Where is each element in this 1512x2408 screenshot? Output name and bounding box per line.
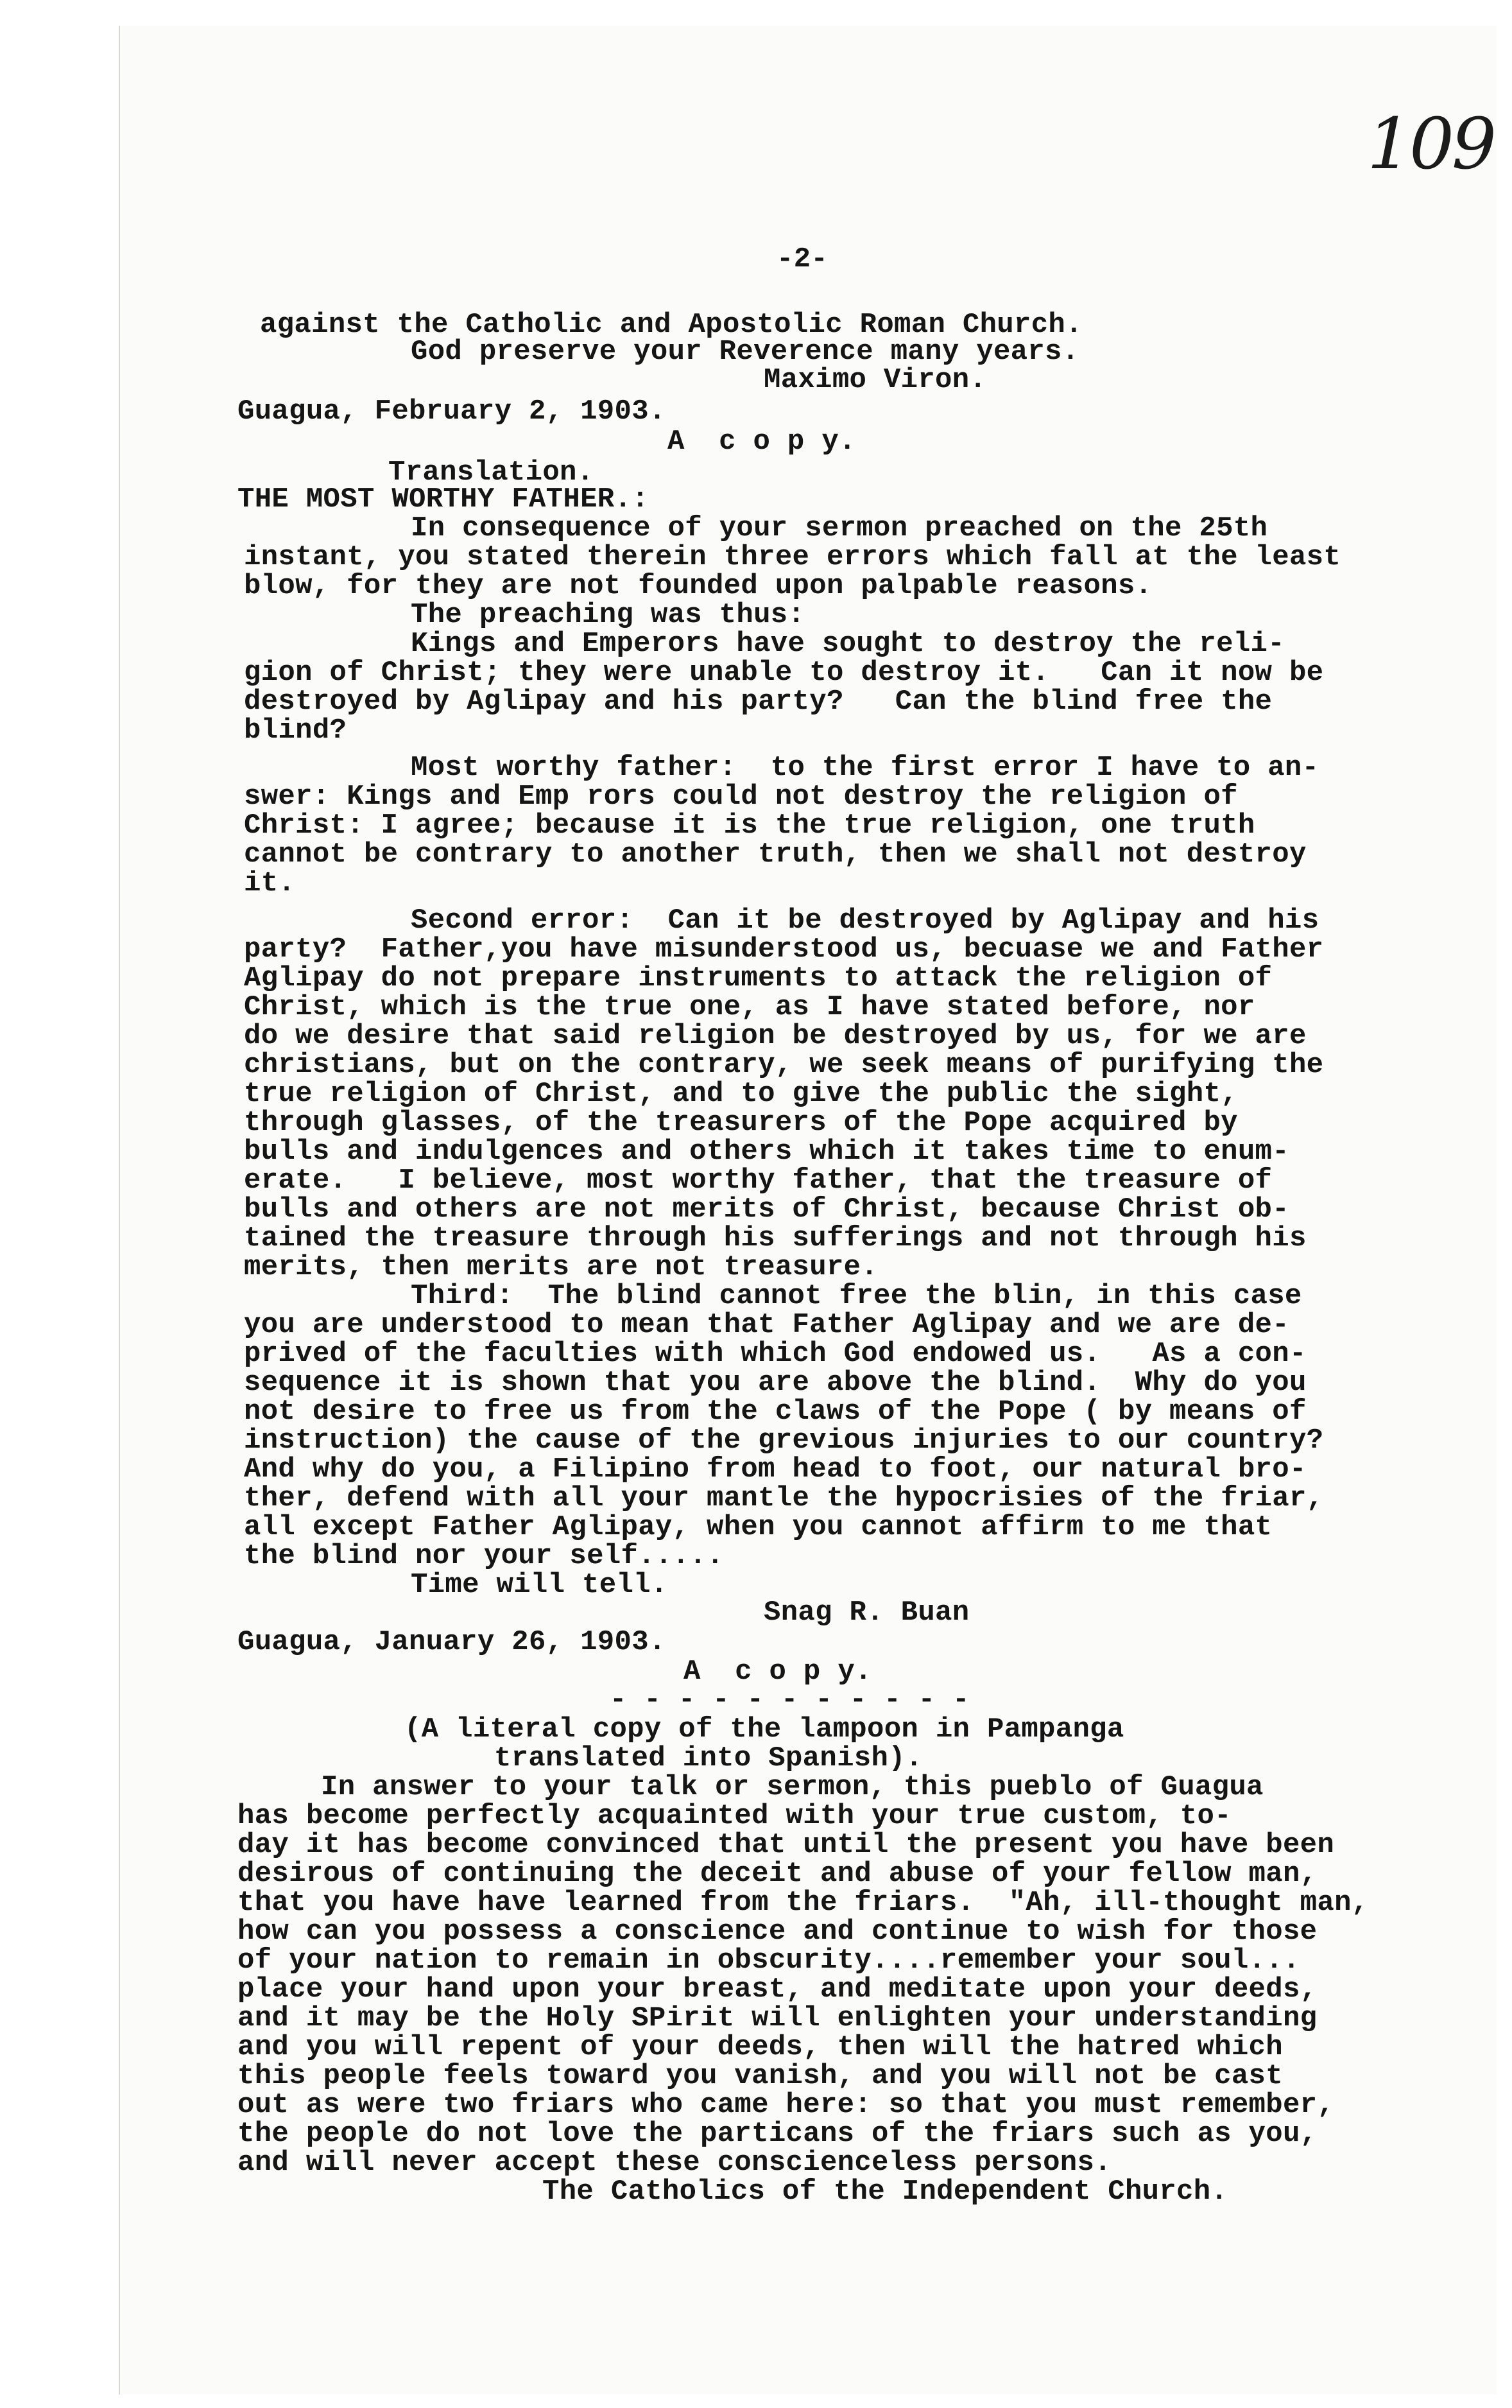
body-line: bulls and others are not merits of Christ, because Christ ob- — [244, 1193, 1289, 1226]
dateline-feb: Guagua, February 2, 1903. — [237, 395, 666, 428]
body-line: christians, but on the contrary, we seek means of purifying the — [244, 1049, 1324, 1081]
folio-number: 109 — [1367, 103, 1494, 185]
translation-label: Translation. — [388, 456, 594, 489]
copy-mark-1: A c o p y. — [667, 426, 856, 458]
body-line: Kings and Emperors have sought to destroy the reli- — [411, 628, 1285, 660]
lampoon-line: the people do not love the particans of the friars such as you, — [237, 2118, 1318, 2150]
body-line: erate. I believe, most worthy father, that the treasure of — [244, 1165, 1273, 1197]
page-number: -2- — [777, 243, 829, 275]
closing-line: against the Catholic and Apostolic Roman Church. — [260, 309, 1083, 341]
body-line: instruction) the cause of the grevious injuries to our country? — [244, 1425, 1324, 1457]
body-line: true religion of Christ, and to give the public the sight, — [244, 1078, 1238, 1110]
copy-mark-2: A c o p y. — [683, 1656, 872, 1688]
body-line: swer: Kings and Emp rors could not destroy the religion of — [244, 781, 1238, 813]
lampoon-line: that you have have learned from the friars. "Ah, ill-thought man, — [237, 1887, 1369, 1919]
signature-catholics: The Catholics of the Independent Church. — [542, 2176, 1228, 2208]
body-line: Most worthy father: to the first error I have to an- — [411, 752, 1319, 784]
lampoon-line: day it has become convinced that until the present you have been — [237, 1829, 1335, 1861]
body-line: bulls and indulgences and others which it takes time to enum- — [244, 1136, 1289, 1168]
body-line: And why do you, a Filipino from head to foot, our natural bro- — [244, 1453, 1307, 1486]
body-line: gion of Christ; they were unable to destroy it. Can it now be — [244, 657, 1324, 689]
body-line: Christ, which is the true one, as I have stated before, nor — [244, 991, 1255, 1023]
lampoon-line: of your nation to remain in obscurity....remember your soul... — [237, 1945, 1300, 1977]
lampoon-heading: (A literal copy of the lampoon in Pampanga — [404, 1713, 1124, 1745]
body-line: merits, then merits are not treasure. — [244, 1251, 879, 1283]
body-line: Second error: Can it be destroyed by Aglipay and his — [411, 905, 1319, 937]
body-line: cannot be contrary to another truth, then we shall not destroy — [244, 838, 1307, 871]
body-line: the blind nor your self..... — [244, 1540, 724, 1572]
lampoon-heading-cont: translated into Spanish). — [494, 1742, 923, 1774]
signature-buan: Snag R. Buan — [764, 1597, 970, 1629]
body-line: tained the treasure through his sufferings and not through his — [244, 1222, 1307, 1254]
body-line: through glasses, of the treasurers of the Pope acquired by — [244, 1107, 1238, 1139]
body-line: blind? — [244, 715, 347, 747]
body-line: Christ: I agree; because it is the true religion, one truth — [244, 810, 1255, 842]
dateline-jan: Guagua, January 26, 1903. — [237, 1626, 666, 1658]
lampoon-line: has become perfectly acquainted with your true custom, to- — [237, 1800, 1232, 1832]
lampoon-line: and it may be the Holy SPirit will enlighten your understanding — [237, 2002, 1318, 2034]
body-line: instant, you stated therein three errors which fall at the least — [244, 541, 1341, 573]
section-divider: - - - - - - - - - - - — [610, 1684, 970, 1716]
lampoon-line: this people feels toward you vanish, and you will not be cast — [237, 2060, 1283, 2092]
body-line: sequence it is shown that you are above the blind. Why do you — [244, 1367, 1307, 1399]
body-line: The preaching was thus: — [411, 599, 805, 631]
blessing-line: God preserve your Reverence many years. — [411, 336, 1079, 368]
lampoon-line: and you will repent of your deeds, then will the hatred which — [237, 2031, 1283, 2063]
body-line: In consequence of your sermon preached on the 25th — [411, 512, 1268, 544]
body-line: party? Father,you have misunderstood us, becuase we and Father — [244, 933, 1324, 966]
body-line: destroyed by Aglipay and his party? Can the blind free the — [244, 686, 1273, 718]
body-line: prived of the faculties with which God endowed us. As a con- — [244, 1338, 1307, 1370]
salutation: THE MOST WORTHY FATHER.: — [237, 483, 649, 515]
lampoon-line: how can you possess a conscience and continue to wish for those — [237, 1916, 1318, 1948]
body-line: Third: The blind cannot free the blin, in this case — [411, 1280, 1302, 1312]
body-line: all except Father Aglipay, when you cannot affirm to me that — [244, 1511, 1273, 1543]
body-line: not desire to free us from the claws of the Pope ( by means of — [244, 1396, 1307, 1428]
lampoon-line: In answer to your talk or sermon, this pueblo of Guagua — [321, 1771, 1264, 1803]
body-line: do we desire that said religion be destroyed by us, for we are — [244, 1020, 1307, 1052]
lampoon-line: place your hand upon your breast, and meditate upon your deeds, — [237, 1973, 1318, 2005]
lampoon-line: desirous of continuing the deceit and abuse of your fellow man, — [237, 1858, 1318, 1890]
body-line: Time will tell. — [411, 1569, 668, 1601]
lampoon-line: out as were two friars who came here: so that you must remember, — [237, 2089, 1335, 2121]
body-line: Aglipay do not prepare instruments to attack the religion of — [244, 962, 1273, 994]
lampoon-line: and will never accept these conscienceless persons. — [237, 2147, 1112, 2179]
signature-viron: Maximo Viron. — [764, 364, 987, 396]
body-line: ther, defend with all your mantle the hypocrisies of the friar, — [244, 1482, 1324, 1514]
body-line: it. — [244, 867, 296, 899]
body-line: blow, for they are not founded upon palpable reasons. — [244, 570, 1153, 602]
body-line: you are understood to mean that Father Aglipay and we are de- — [244, 1309, 1289, 1341]
